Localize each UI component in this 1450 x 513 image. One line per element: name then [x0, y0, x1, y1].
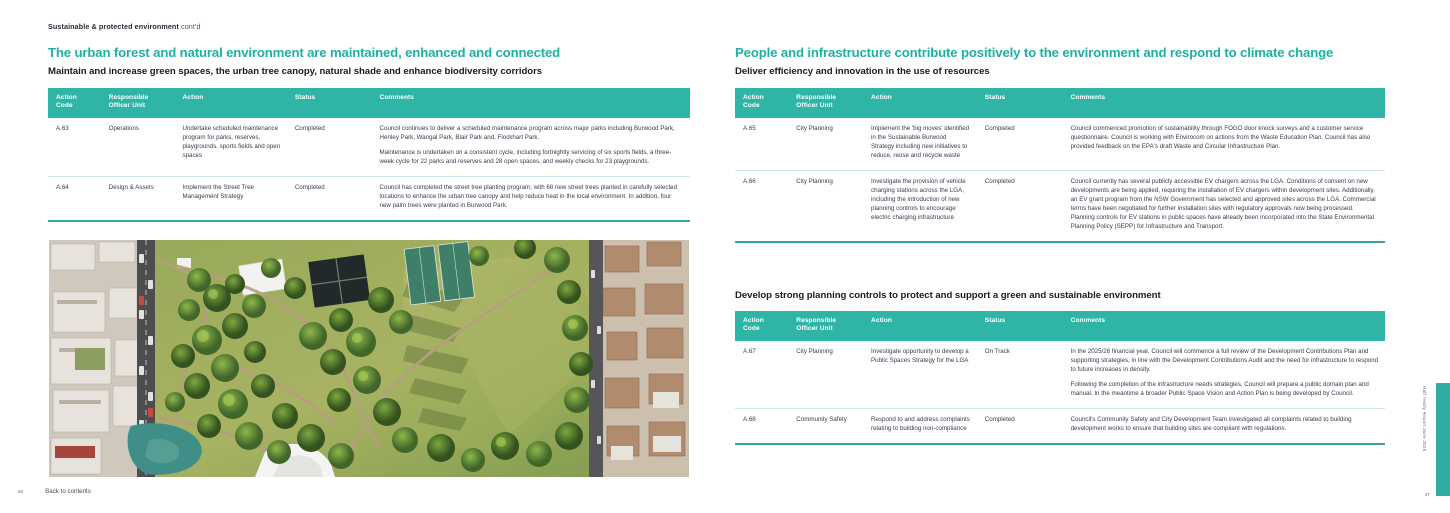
table-bottom-rule: [48, 220, 690, 222]
col-header-responsible-officer-unit: [788, 311, 863, 341]
aerial-park-illustration: [49, 240, 689, 477]
col-header-text: Responsible Officer Unit: [796, 317, 837, 333]
left-sub-title: Maintain and increase green spaces, the urban tree canopy, natural shade and enhance biodiversity corridors: [48, 66, 543, 77]
comment-paragraph: In the 2025/26 financial year, Council will commence a full review of the Development Contributions Plan and supporting strategies, in line with the Development Contributions Audit and the need for infrastructure to respond to future increases in density.: [1070, 347, 1379, 373]
cell-action: Implement the 'big moves' identified in the Sustainable Burwood Strategy including new initiatives to reduce, reuse and recycle waste: [863, 118, 977, 170]
right-section-title: People and infrastructure contribute positively to the environment and respond to climate change: [735, 45, 1334, 60]
col-header-text: Action: [871, 94, 892, 101]
cell-status: On Track: [977, 341, 1063, 408]
cell-action: Undertake scheduled maintenance program for parks, reserves, playgrounds, sports fields and open spaces: [174, 118, 286, 176]
table-body: [735, 341, 1385, 443]
cell-comments: [1063, 170, 1385, 240]
col-header-responsible-officer-unit: [788, 88, 863, 118]
comment-paragraph: Council has completed the street tree planting program, with 68 new street trees planted in carefully selected locations to enhance the urban tree canopy and help reduce heat in the local environment. In addition, four new palm trees were planted in Burwood Park.: [379, 183, 678, 209]
table-bottom-rule: [735, 241, 1385, 243]
table-row: [735, 341, 1385, 408]
cell-action-code: A.67: [735, 341, 788, 408]
col-header-text: Action Code: [56, 94, 77, 110]
cell-action-code: A.66: [743, 177, 756, 185]
left-actions-table: [48, 88, 690, 220]
col-header-text: Comments: [379, 94, 415, 101]
right-page: [725, 0, 1450, 513]
right-actions-table-2-wrapper: [735, 311, 1385, 445]
col-header-comments: [1063, 311, 1385, 341]
col-header-comments: [1063, 88, 1385, 118]
col-header-action: [174, 88, 286, 118]
page-number: 46: [18, 489, 24, 494]
aerial-park-photo: [49, 240, 689, 477]
right-sub-title-2: Develop strong planning controls to protect and support a green and sustainable environment: [735, 290, 1161, 301]
table-head: [735, 88, 1385, 118]
back-to-contents-link[interactable]: Back to contents: [45, 488, 91, 495]
cell-comments: [1063, 118, 1385, 170]
cell-status: Completed: [977, 118, 1063, 170]
col-header-text: Status: [294, 94, 316, 101]
table-row: [735, 118, 1385, 170]
table-row: [735, 408, 1385, 442]
cell-officer-unit: Design & Assets: [108, 183, 154, 191]
col-header-action: [863, 88, 977, 118]
table-row: [48, 176, 690, 219]
cell-action-code: A.64: [56, 183, 69, 191]
cell-comments: [1063, 408, 1385, 442]
page-number: 47: [1424, 492, 1430, 497]
right-actions-table-2: [735, 311, 1385, 443]
cell-comments: [372, 176, 690, 219]
cell-officer-unit: City Planning: [788, 341, 863, 408]
col-header-text: Responsible Officer Unit: [108, 94, 149, 110]
cell-comments: [372, 118, 690, 176]
right-actions-table-1: [735, 88, 1385, 241]
comment-paragraph: Following the completion of the infrastructure needs strategies, Council will prepare a public domain plan and manual. In the meantime a broader Public Space Vision and Action Plan is being developed by Council.: [1070, 380, 1369, 397]
table-header-row: [48, 88, 690, 118]
cell-officer-unit: Community Safety: [796, 415, 847, 423]
col-header-status: [977, 311, 1063, 341]
table-row: [48, 118, 690, 176]
table-header-row: [735, 311, 1385, 341]
comment-paragraph: Maintenance is undertaken on a consistent cycle, including fortnightly servicing of six sports fields, a three-week cycle for 22 parks and reserves and 28 open spaces, and weekly checks for 23 playgrounds.: [379, 148, 672, 165]
col-header-text: Comments: [1070, 317, 1106, 324]
cell-comments: [1063, 341, 1385, 408]
col-header-action-code: [48, 88, 101, 118]
cell-action: Investigate opportunity to develop a Public Spaces Strategy for the LGA: [863, 341, 977, 408]
table-row: [735, 170, 1385, 240]
cell-status: Completed: [294, 183, 325, 191]
col-header-action-code: [735, 311, 788, 341]
table-head: [48, 88, 690, 118]
col-header-status: [977, 88, 1063, 118]
cell-action: Investigate the provision of vehicle charging stations across the LGA, including the introduction of new planning controls to encourage electric charging infrastructure: [871, 177, 966, 221]
comment-paragraph: Council's Community Safety and City Development Team investigated all complaints related to building development works to ensure that building sites are compliant with regulations.: [1070, 415, 1352, 432]
col-header-text: Action: [182, 94, 204, 101]
col-header-text: Action: [871, 317, 892, 324]
cell-status: Completed: [984, 177, 1015, 185]
table-header-row: [735, 88, 1385, 118]
col-header-text: Status: [984, 317, 1006, 324]
col-header-text: Status: [984, 94, 1006, 101]
table-head: [735, 311, 1385, 341]
left-actions-table-wrapper: [48, 88, 690, 222]
comment-paragraph: Council commenced promotion of sustainability through FOGO door knock surveys and a customer service questionnaire. Council is working with Envirocom on actions from the Waste Education Plan. Council has also provided feedback on the EPA's draft Waste and Circular Infrastructure Plan.: [1070, 124, 1371, 150]
running-header-title: Sustainable & protected environment: [48, 22, 179, 31]
table-bottom-rule: [735, 443, 1385, 445]
col-header-text: Action Code: [743, 317, 764, 333]
cell-action-code: A.63: [48, 118, 101, 176]
col-header-status: [287, 88, 372, 118]
side-running-label: Half Yearly Report June 2025: [1422, 386, 1427, 452]
right-actions-table-1-wrapper: [735, 88, 1385, 243]
col-header-action: [863, 311, 977, 341]
col-header-text: Comments: [1070, 94, 1106, 101]
cell-action: Implement the Street Tree Management Strategy: [182, 183, 255, 200]
cell-action-code: A.68: [743, 415, 756, 423]
cell-officer-unit: City Planning: [788, 118, 863, 170]
comment-paragraph: Council currently has several publicly accessible EV chargers across the LGA. Conditions of consent on new developments are being applied, requiring the installation of EV chargers within development sites. Additionally, an EV grant program from the NSW Government has selected and approved sites across the LGA. Commercial terms have been negotiated for further installation sites with regulatory approvals now being processed. Planning controls for EV stations in public spaces have already been incorporated into the State Environmental Planning Policy (SEPP) for Infrastructure and Transport.: [1070, 177, 1376, 230]
cell-officer-unit: Operations: [101, 118, 175, 176]
table-body: [48, 118, 690, 220]
running-header-cont: cont'd: [181, 22, 201, 31]
right-sub-title-1: Deliver efficiency and innovation in the use of resources: [735, 66, 990, 77]
cell-action-code: A.65: [735, 118, 788, 170]
left-section-title: The urban forest and natural environment are maintained, enhanced and connected: [48, 45, 561, 60]
cell-status: Completed: [287, 118, 372, 176]
edge-thumb-tab: [1436, 383, 1450, 496]
col-header-comments: [372, 88, 690, 118]
left-page-footer: [18, 488, 91, 495]
col-header-text: Action Code: [743, 94, 764, 110]
running-header: [48, 22, 201, 31]
cell-officer-unit: City Planning: [796, 177, 833, 185]
col-header-text: Responsible Officer Unit: [796, 94, 837, 110]
table-body: [735, 118, 1385, 241]
cell-status: Completed: [984, 415, 1015, 423]
cell-action: Respond to and address complaints relating to building non-compliance: [871, 415, 970, 432]
comment-paragraph: Council continues to deliver a scheduled maintenance program across major parks including Burwood Park, Henley Park, Wangal Park, Blair Park and, Flockhart Park.: [379, 124, 675, 141]
col-header-responsible-officer-unit: [101, 88, 175, 118]
col-header-action-code: [735, 88, 788, 118]
